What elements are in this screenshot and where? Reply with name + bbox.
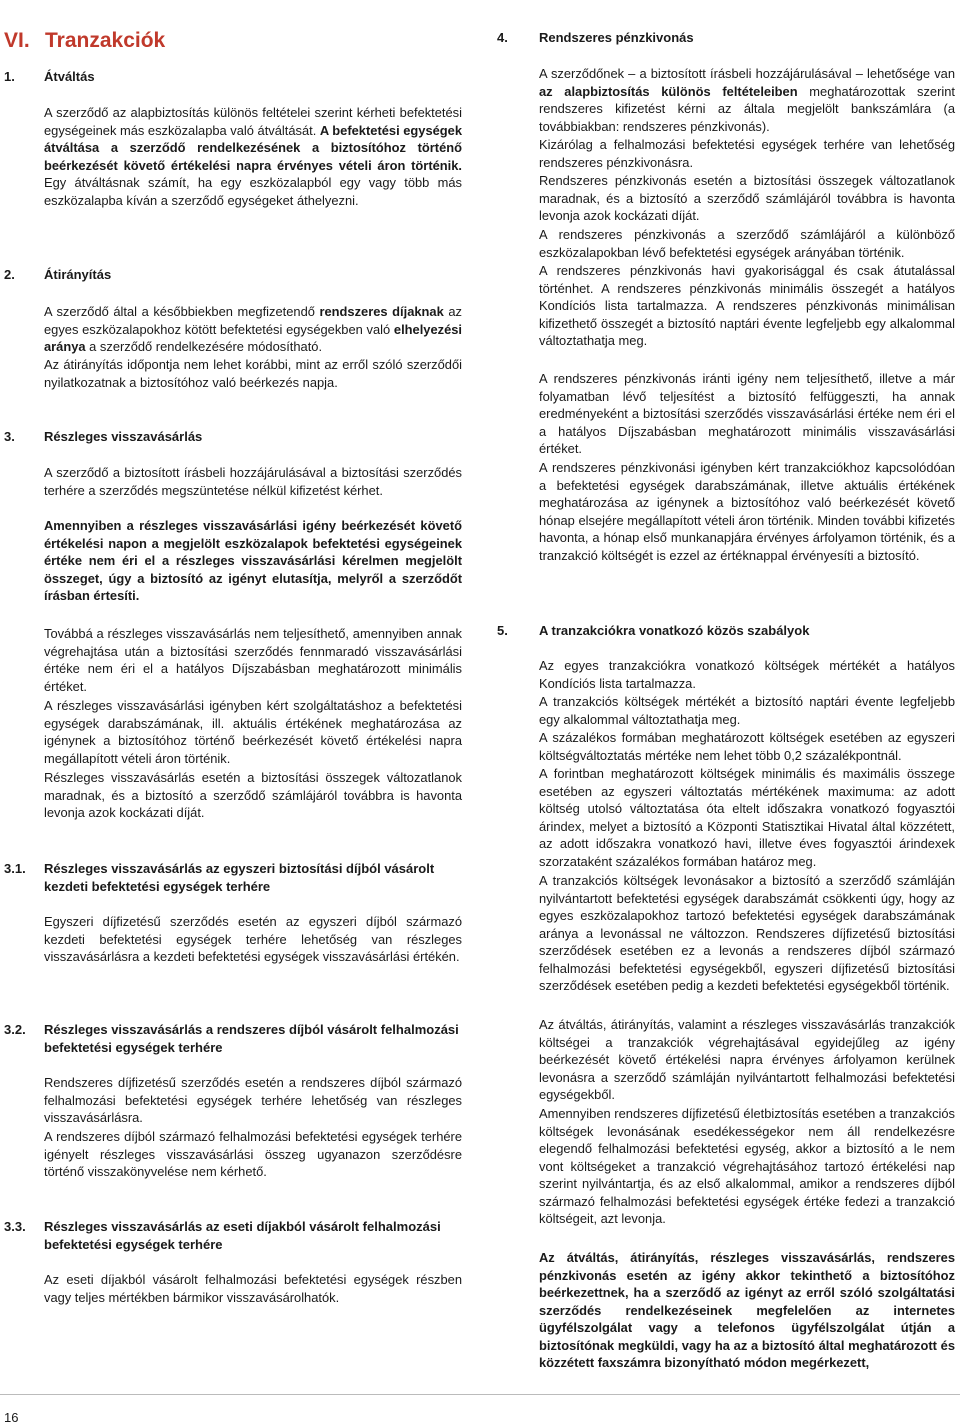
section-3-2-title: Részleges visszavásárlás a rendszeres díjból vásárolt felhalmozási befektetési egységek terhére (44, 1022, 459, 1055)
section-3-3-paragraph: Az eseti díjakból vásárolt felhalmozási befektetési egységek részben vagy teljes mértékben bármikor visszavásárolhatók. (44, 1272, 462, 1305)
section-4-paragraph-6: A rendszeres pénzkivonás iránti igény nem teljesíthető, illetve a már folyamatban lévő teljesítést a biztosító felfüggeszti, ha annak eredményeként a biztosítási szerződés visszavásárlási értéke nem éri el a hatályos Díjszabásban meghatározott minimális visszavásárlási értéket. (539, 371, 955, 456)
section-3-2-paragraph-2: A rendszeres díjból származó felhalmozási befektetési egységek terhére igényelt részleges visszavásárlási összeg ugyanazon szerződésre történő visszakönyvelése nem kérhető. (44, 1129, 462, 1179)
section-3-paragraph-5: Részleges visszavásárlás esetén a biztosítási összegek változatlanok maradnak, és a biztosító a szerződő számlájáról továbbra is havonta levonja azok kockázati díját. (44, 770, 462, 820)
section-5-paragraph-2: A tranzakciós költségek mértékét a biztosító naptári évente legfeljebb egy alkalommal változtathatja meg. (539, 694, 955, 727)
section-3-2-number: 3.2. (4, 1022, 26, 1037)
section-3-paragraph-2: Amennyiben a részleges visszavásárlási igény beérkezését követő értékelési napon a megjelölt eszközalapok befektetési egységeinek értéke nem éri el a részleges visszavásárlási kérelmen megjelölt összeget, úgy a biztosító az igényt elutasítja, melyről a szerződőt írásban értesíti. (44, 518, 462, 603)
section-5-paragraph-5: A tranzakciós költségek levonásakor a biztosító a szerződő számláján nyilvántartott befektetési egységek darabszámát csökkenti úgy, hogy az egyes eszközalapokhoz tartozó befektetési egységek darabszámának aránya a levonással ne változzon. Rendszeres díjfizetésű biztosítási szerződések esetében ez a levonás a rendszeres díjból származó felhalmozási befektetési egységekből, egyszeri díjfizetésű biztosítási szerződések esetében pedig a kezdeti befektetési egységekből történik. (539, 873, 955, 993)
section-4-paragraph-1: A szerződőnek – a biztosított írásbeli hozzájárulásával – lehetősége van az alapbiztosítás különös feltételeiben meghatározottak szerint rendszeres kifizetést kérni az általa megjelölt bankszámlára (a továbbiakban: rendszeres pénzkivonás). (539, 66, 955, 134)
chapter-number: VI. (4, 29, 30, 52)
section-4-title: Rendszeres pénzkivonás (539, 30, 694, 45)
section-4-number: 4. (497, 30, 508, 45)
footer-divider (0, 1394, 960, 1395)
section-3-1-number: 3.1. (4, 861, 26, 876)
section-3-paragraph-4: A részleges visszavásárlási igényben kért szolgáltatáshoz a befektetési egységek darabszámának, ill. aktuális értékének meghatározása az igénynek a biztosítóhoz történő beérkezését követő értékelési napra megállapított vételi áron történik. (44, 698, 462, 766)
section-4-paragraph-7: A rendszeres pénzkivonási igényben kért tranzakciókhoz kapcsolódóan a befektetési egységek darabszámának, illetve aktuális értékének meghatározása az igénynek a biztosítóhoz való beérkezését követő hónap elsejére megállapított vételi áron történik. Minden további kifizetés havonta, a hónap első munkanapjára érvényes árfolyamon történik, és a tranzakció költségét is ezzel az értéknappal érvényesíti a biztosító. (539, 460, 955, 563)
section-5-paragraph-7: Amennyiben rendszeres díjfizetésű életbiztosítás esetében a tranzakciós költségek levonásának esedékességekor nem áll rendelkezésre elegendő felhalmozási befektetési egység, akkor a biztosító a le nem vont költségeket a tranzakció végrehajtásához tartozó értékelési nap szerint nyilvántartja, és az első alkalommal, amikor a rendszeres díjból származó felhalmozási befektetési egységek értéke fedezi a tranzakció költségeit, azt levonja. (539, 1106, 955, 1226)
page-number: 16 (4, 1410, 19, 1425)
section-3-paragraph-3: Továbbá a részleges visszavásárlás nem teljesíthető, amennyiben annak végrehajtása után a biztosítási szerződés fennmaradó visszavásárlási értéke nem éri el a hatályos Díjszabásban meghatározott minimális értéket. (44, 626, 462, 694)
chapter-heading (4, 29, 165, 53)
section-3-3-number: 3.3. (4, 1219, 26, 1234)
section-5-number: 5. (497, 623, 508, 638)
section-3-2-paragraph-1: Rendszeres díjfizetésű szerződés esetén a rendszeres díjból származó felhalmozási befektetési egységek terhére lehetőség van részleges visszavásárlásra. (44, 1075, 462, 1125)
section-4-paragraph-3: Rendszeres pénzkivonás esetén a biztosítási összegek változatlanok maradnak, és a biztosító a szerződő számlájáról továbbra is havonta levonja azok kockázati díját. (539, 173, 955, 223)
section-5-paragraph-3: A százalékos formában meghatározott költségek esetében az egyszeri költségváltoztatás mértéke nem lehet több 0,2 százalékpontnál. (539, 730, 955, 763)
section-4-paragraph-4: A rendszeres pénzkivonás a szerződő számlájáról a különböző eszközalapokban lévő befektetési egységek arányában történik. (539, 227, 955, 260)
section-3-number: 3. (4, 429, 15, 444)
section-3-1-title: Részleges visszavásárlás az egyszeri biztosítási díjból vásárolt kezdeti befektetési egységek terhére (44, 861, 435, 894)
section-1-paragraph: A szerződő az alapbiztosítás különös feltételei szerint kérheti befektetési egységeinek más eszközalapba való átváltását. A befektetési egységek átváltása a szerződő rendelkezésének a biztosítóhoz történő beérkezését követő értékelési napra érvényes vételi áron történik. Egy átváltásnak számít, ha egy eszközalapból egy vagy több más eszközalapba kíván a szerződő egységeket áthelyezni. (44, 105, 462, 208)
section-2-title: Átirányítás (44, 267, 112, 282)
section-5-title: A tranzakciókra vonatkozó közös szabályok (539, 623, 810, 638)
section-1-title: Átváltás (44, 69, 95, 84)
section-5-paragraph-1: Az egyes tranzakciókra vonatkozó költségek mértékét a hatályos Kondíciós lista tartalmazza. (539, 658, 955, 691)
section-3-paragraph-1: A szerződő a biztosított írásbeli hozzájárulásával a biztosítási szerződés terhére a szerződés megszüntetése nélkül kifizetést kérhet. (44, 465, 462, 498)
chapter-title: Tranzakciók (45, 29, 166, 52)
section-5-paragraph-8: Az átváltás, átirányítás, részleges visszavásárlás, rendszeres pénzkivonás esetén az igény akkor tekinthető a biztosítóhoz beérkezettnek, ha a szerződő az igényt az erről szóló szolgáltatási szerződés rendelkezéseinek megfelelően az internetes ügyfélszolgálat vagy a telefonos ügyfélszolgálat útján a biztosítónak megküldi, vagy ha az a biztosító által meghatározott és közzétett faxszámra bizonyítható módon megérkezett, (539, 1250, 955, 1370)
section-2-paragraph-2: Az átirányítás időpontja nem lehet korábbi, mint az erről szóló szerződői nyilatkozatnak a biztosítóhoz való beérkezés napja. (44, 357, 462, 390)
section-4-paragraph-2: Kizárólag a felhalmozási befektetési egységek terhére van lehetőség rendszeres pénzkivonásra. (539, 137, 955, 170)
section-3-title: Részleges visszavásárlás (44, 429, 203, 444)
section-5-paragraph-6: Az átváltás, átirányítás, valamint a részleges visszavásárlás tranzakciók költségei a tranzakciók végrehajtásával egyidejűleg az igény beérkezését követő értékelési napra érvényes árfolyamon kerülnek levonásra a szerződő számláján nyilvántartott felhalmozási befektetési egységekből. (539, 1017, 955, 1102)
section-5-paragraph-4: A forintban meghatározott költségek minimális és maximális összege esetében az egyszeri változtatás mértékének maximuma: az adott költség utolsó változtatása óta eltelt időszakra vonatkozó fogyasztói árindex, melyet a biztosító a Központi Statisztikai Hivatal által közzétett, az adott időszakra vonatkozó havi, illetve éves fogyasztói árindexek szorzataként százalékos formában határoz meg. (539, 766, 955, 869)
section-1-number: 1. (4, 69, 15, 84)
section-2-number: 2. (4, 267, 15, 282)
section-2-paragraph-1: A szerződő által a későbbiekben megfizetendő rendszeres díjaknak az egyes eszközalapokhoz kötött befektetési egységekben való elhelyezési aránya a szerződő rendelkezésére módosítható. (44, 304, 462, 354)
section-3-3-title: Részleges visszavásárlás az eseti díjakból vásárolt felhalmozási befektetési egységek terhére (44, 1219, 441, 1252)
section-4-paragraph-5: A rendszeres pénzkivonás havi gyakorisággal és csak átutalással történhet. A rendszeres pénzkivonás minimális összegét a hatályos Kondíciós lista tartalmazza. A rendszeres pénzkivonás minimálisan kifizethető összegét a biztosító naptári évente legfeljebb egy alkalommal változtathatja meg. (539, 263, 955, 348)
section-3-1-paragraph: Egyszeri díjfizetésű szerződés esetén az egyszeri díjból származó kezdeti befektetési egységek terhére lehetőség van részleges visszavásárlásra a kezdeti befektetési egységek visszavásárlási értékén. (44, 914, 462, 964)
